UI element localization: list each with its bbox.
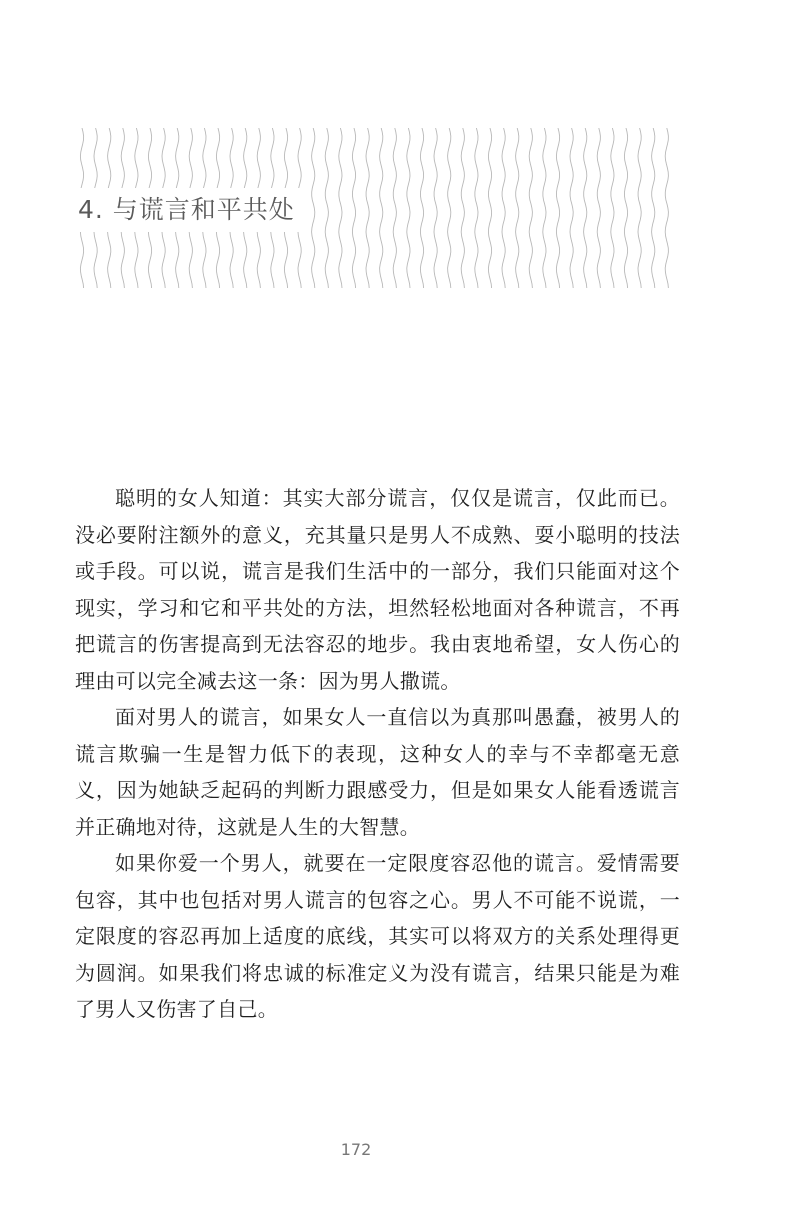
wavy-line [597,128,600,288]
wavy-line [312,128,315,288]
wavy-line [325,128,328,288]
wavy-line [461,128,464,288]
page-number: 172 [340,1140,372,1159]
wavy-line [448,128,451,288]
wavy-line [380,128,383,288]
paragraph-1: 聪明的女人知道：其实大部分谎言，仅仅是谎言，仅此而已。没必要附注额外的意义，充其量只是男人不成熟、耍小聪明的技法或手段。可以说，谎言是我们生活中的一部分，我们只能面对这个现实，学习和它和平共处的方法，坦然轻松地面对各种谎言，不再把谎言的伤害提高到无法容忍的地步。我由衷地希望，女人伤心的理由可以完全减去这一条：因为男人撒谎。 [75,486,680,693]
wavy-line [516,128,519,288]
wavy-line [570,128,573,288]
wavy-line [339,128,342,288]
wavy-line [624,128,627,288]
wavy-line [638,128,641,288]
wavy-line [502,128,505,288]
wavy-line [543,128,546,288]
wavy-line [665,128,668,288]
wavy-line [611,128,614,288]
wavy-line [529,128,532,288]
body-text [75,480,680,1028]
wavy-line [556,128,559,288]
wavy-line [434,128,437,288]
paragraph-2: 面对男人的谎言，如果女人一直信以为真那叫愚蠢，被男人的谎言欺骗一生是智力低下的表现，这种女人的幸与不幸都毫无意义，因为她缺乏起码的判断力跟感受力，但是如果女人能看透谎言并正确地对待，这就是人生的大智慧。 [75,705,680,839]
wavy-line [407,128,410,288]
wavy-line [475,128,478,288]
wavy-line [488,128,491,288]
wavy-line [393,128,396,288]
chapter-title: 4. 与谎言和平共处 [78,188,309,232]
wavy-line [352,128,355,288]
wavy-line [420,128,423,288]
wavy-line [584,128,587,288]
paragraph-3: 如果你爱一个男人，就要在一定限度容忍他的谎言。爱情需要包容，其中也包括对男人谎言的包容之心。男人不可能不说谎，一定限度的容忍再加上适度的底线，其实可以将双方的关系处理得更为圆润。如果我们将忠诚的标准定义为没有谎言，结果只能是为难了男人又伤害了自己。 [75,851,680,1021]
wavy-line [652,128,655,288]
wavy-line [366,128,369,288]
